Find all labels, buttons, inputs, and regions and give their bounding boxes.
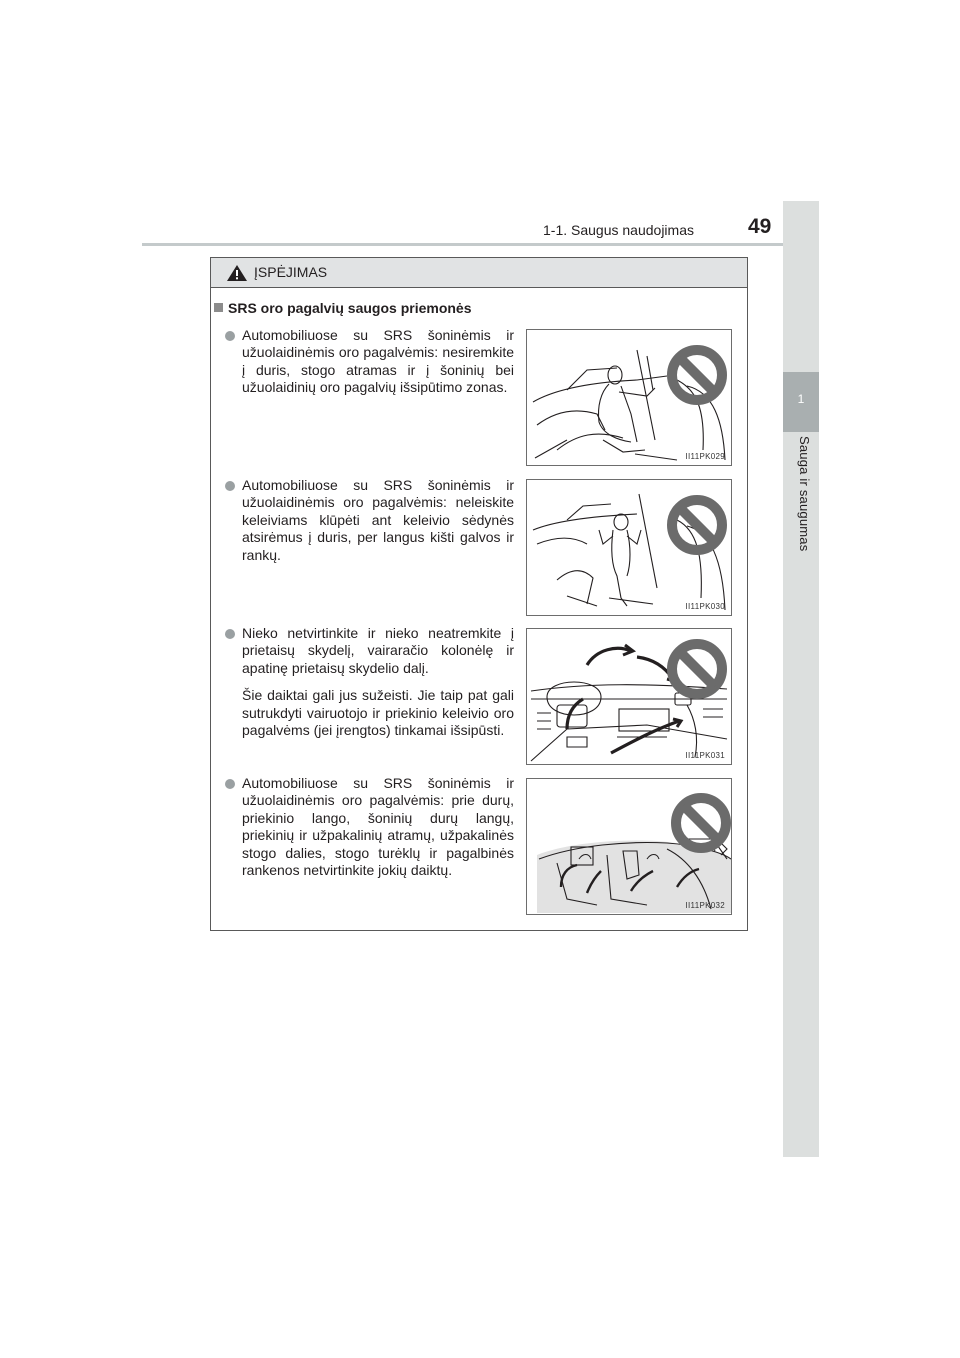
prohibition-icon xyxy=(527,629,731,764)
figure-code: II11PK030 xyxy=(685,602,725,611)
header-divider xyxy=(142,243,818,246)
prohibition-icon xyxy=(527,480,731,615)
list-item xyxy=(227,477,514,564)
prohibition-icon xyxy=(527,779,731,914)
bullet-dot-icon xyxy=(225,331,235,341)
warning-header xyxy=(211,258,747,288)
illustration-kneeling-on-seat xyxy=(526,479,732,616)
warning-heading-text: SRS oro pagalvių saugos priemonės xyxy=(228,300,472,316)
illustration-dashboard-objects xyxy=(526,628,732,765)
bullet-dot-icon xyxy=(225,779,235,789)
figure-code: II11PK029 xyxy=(685,452,725,461)
list-item-text: Nieko netvirtinkite ir nieko neatremkite į prietaisų skydelį, vairaračio kolonėlę ir apatinę prietaisų skydelio dalį. xyxy=(242,625,514,676)
square-bullet-icon xyxy=(214,303,223,312)
chapter-label: Sauga ir saugumas xyxy=(797,436,812,552)
illustration-lean-on-door xyxy=(526,329,732,466)
figure-code: II11PK031 xyxy=(685,751,725,760)
list-item-note: Šie daiktai gali jus sužeisti. Jie taip pat gali sutrukdyti vairuotojo ir priekinio keleivio oro pagalvėms (jei įrengtos) tinkamai išsipūsti. xyxy=(242,687,514,739)
warning-triangle-icon xyxy=(226,264,248,282)
section-title: 1-1. Saugus naudojimas xyxy=(543,222,694,238)
list-item-text: Automobiliuose su SRS šoninėmis ir užuolaidinėmis oro pagalvėmis: nesiremkite į duris, stogo atramas ir į šoninių bei užuolaidinių oro pagalvių išsipūtimo zonas. xyxy=(242,327,514,396)
list-item xyxy=(227,625,514,739)
bullet-dot-icon xyxy=(225,481,235,491)
list-item-text: Automobiliuose su SRS šoninėmis ir užuolaidinėmis oro pagalvėmis: neleiskite keleiviams klūpėti ant keleivio sėdynės atsirėmus į duris, per langus kišti galvos ir rankų. xyxy=(242,477,514,563)
page-number: 49 xyxy=(748,215,772,238)
illustration-cabin-objects xyxy=(526,778,732,915)
warning-title: ĮSPĖJIMAS xyxy=(254,264,328,280)
list-item xyxy=(227,327,514,397)
list-item xyxy=(227,775,514,879)
figure-code: II11PK032 xyxy=(685,901,725,910)
chapter-side-strip xyxy=(783,201,819,1157)
list-item-text: Automobiliuose su SRS šoninėmis ir užuolaidinėmis oro pagalvėmis: prie durų, priekinio lango, šoninių durų langų, priekinių ir užpakalinių atramų, užpakalinės stogo dalies, stogo turėklų ir pagalbinės rankenos netvirtinkite jokių daiktų. xyxy=(242,775,514,879)
prohibition-icon xyxy=(527,330,731,465)
warning-heading xyxy=(214,300,472,316)
bullet-dot-icon xyxy=(225,629,235,639)
chapter-number: 1 xyxy=(797,392,805,406)
